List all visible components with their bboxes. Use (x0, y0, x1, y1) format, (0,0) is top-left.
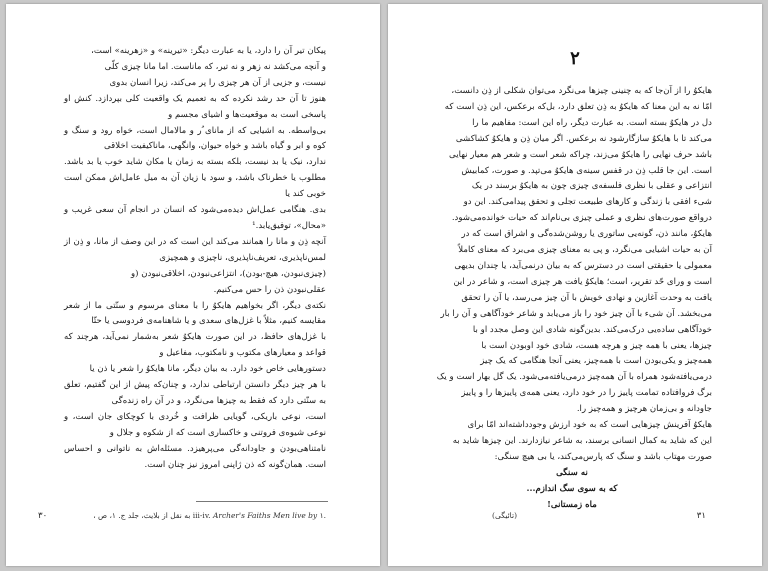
text-line: می‌کند تا با هایکوُ سازگارشود نه برعکس. اگر میان ذِن و هایکوُ کشاکشی (455, 133, 712, 144)
footnote-rule (196, 501, 328, 502)
text-line: آن به حیات اشیایی می‌نگرد، و پی به معنای چیزی می‌برد که معنای کاملاً (458, 245, 712, 256)
text-line: چیزها، یعنی با همه چیز و هرچه هست، شادی خود اوبودن است با (481, 340, 712, 351)
text-line: شیء افقی با زندگی و کارهای طبیعت تجلی و تحقق پیدامی‌کند. این دو (463, 197, 712, 208)
text-line: همه‌چیز و یکی‌بودن است با همه‌چیز، یعنی آنجا هنگامی که یک چیز (480, 356, 712, 367)
text-line: آنچه ذِن و مانا را همانند می‌کند این است که در این وصف از مانا، و ذِن از لمس‌ناپذیری، تعریف‌ناپذیری، ناچیزی و همچیزی (64, 236, 326, 263)
text-line: هایکوُ، مانند ذن، گونه‌یی ساتوری یا روشن‌شده‌گی و اشراق است که در (461, 229, 712, 240)
text-line: و آنچه می‌کشد نه زهر و نه تیر، که ماناست. اما مانا چیزی کلّی (104, 61, 326, 72)
right-page (388, 4, 762, 566)
text-line: صورت مهتاب باشد و سنگ که پارس‌می‌کند، یا بی هیچ سنگی: (494, 451, 712, 462)
poem-line: که به سوی سگ اندازم... (526, 483, 618, 494)
text-line: برگ فروافتاده تمامت پاییز را در خود دارد، یعنی همه‌ی پاییزها را و پاییز (461, 388, 712, 399)
left-page-body (64, 44, 326, 473)
text-line: این که شاید به کمال انسانی برسند، به شاعر نیازدارند. این چیزها شاید به (452, 435, 712, 446)
text-line: معمولی یا حقیقتی است در دسترس که به بیان درنمی‌آید، یا چندان بدیهی (454, 260, 712, 271)
left-page (6, 4, 380, 566)
text-line: نیست، و جزیی از آن هر چیزی را پر می‌کند، زیرا انسان بدوی (109, 77, 326, 88)
text-line: با غزل‌های حافظ، در این صورت هایکوُ شعر به‌شمار نمی‌آید، هرچند که قواعد و معیارهای مکتوب و نامکتوب، مفاعیل و (64, 332, 326, 359)
text-line: انتزاعی و عقلی با نظری فلسفه‌ی چیزی چون به هایکوُ برسند در یک (471, 181, 712, 192)
text-line: است و ورای حّد تقریر، است؛ هایکوُ یافت هر چیزی است، و شاعر در این (453, 276, 712, 287)
text-line: هایکوُ آفرینش چیزهایی است که به خود ارزش وجودداشته‌اند امّا برای (467, 420, 712, 431)
page-number-right: ۳۱ (696, 511, 706, 521)
text-line: نامتناهی‌بودن و جاودانه‌گی می‌پرهیزد. مسئله‌اش به ناتوانی و احساس است. همان‌گونه که ذن ژاپنی امروز نیز چنان است. (64, 443, 326, 470)
text-line: عقلی‌نبودن ذن را حس می‌کنیم. (213, 284, 326, 295)
right-page-body (432, 84, 712, 513)
poem-line: نه سنگی (556, 467, 588, 478)
footnote-title: Archer's Faiths Men live by (212, 511, 318, 520)
text-line: درمی‌یافته‌شود همراه با آن همه‌چیز درمی‌یافته‌می‌شود. یک گل بهار است و یک (436, 372, 712, 383)
text-line: یافت به وحدت آغازین و نهادی خویش با آن چیز می‌رسد، یا آن را تحقق (461, 292, 712, 303)
chapter-number: ۲ (570, 48, 580, 69)
text-line: است. این جا قلب ذِن در قفس سینه‌ی هایکوُ می‌تپد. و صورت، کمابیش (461, 165, 712, 176)
footnote-number: ۱. (319, 511, 326, 520)
text-line: خودآگاهی ساده‌یی درک‌می‌کند. بدین‌گونه شادی این وصل مجدد او با (472, 324, 712, 335)
footnote-rest: ، به نقل از بلایث، جلد ج. ۱، ص iii-iv. (93, 511, 211, 520)
text-line: دستورهایی خاص خود دارد. به بیان دیگر، مانا هایکوُ را شعر یا ذن یا (89, 364, 326, 375)
text-line: دل در هایکوُ بسته است. به عبارت دیگر، راه این است: مفاهیم ما را (472, 117, 712, 128)
text-line: هایکوُ را از آن‌جا که به چنینی چیزها می‌نگرد می‌توان شکلی از ذِن دانست، (451, 86, 712, 96)
footnote (76, 511, 326, 520)
text-line: (چیزی‌نبودن، هیچ-بودن)، انتزاعی‌نبودن، اخلاقی‌نبودن (و (131, 268, 326, 279)
text-line: باشد حرف نهایی را هایکوُ می‌زند، چراکه شعر است و شعر هم معیار نهایی (449, 149, 712, 160)
text-line: ندارد، نیک یا بد نیست، بلکه بسته به زمان یا مکان شاید خوب یا بد باشد. مطلوب یا خطرناک باشد، و سود یا زیان آن به میل عامل‌اش ممکن است خوبی کند یا (64, 157, 326, 200)
text-line: بدی. هنگامی عمل‌اش دیده‌می‌شود که انسان در انجام آن سعی غریب و «محال»، توفیق‌یابد.¹ (64, 205, 326, 231)
text-line: بی‌واسطه. به اشیایی که از مانای ُر و مالامال است، خواه رود و سنگ و کوه و ابر و گیاه باشد و خواه حیوان، وانگهی، ماناکیفیت اخلاقی (64, 125, 326, 152)
text-line: می‌بخشد. آن شیء با آن چیز خود را باز می‌یابد و شاعر خودآگاهی و آن را بار (440, 308, 712, 319)
text-line: امّا نه به این معنا که هایکوُ به ذِن تعلق دارد، بل‌که برعکس، این ذِن است که (444, 101, 712, 112)
text-line: جاودانه و بی‌زمان هرچیز و همه‌چیز را. (576, 404, 712, 415)
poem (432, 466, 712, 514)
text-line: درواقع صورت‌های نظری و عملی چیزی بی‌نام‌اند که حیات خوانده‌می‌شود. (451, 213, 712, 224)
page-number-left: ۳۰ (38, 511, 48, 521)
text-line: است، نوعی باریکی، گویایی ظرافت و خُردی با کوچکای جان است، و نوعی شیوه‌ی فروتنی و خاکساری است که از شکوه و جلال و (64, 411, 326, 438)
text-line: نکته‌ی دیگر، اگر بخواهیم هایکوُ را با معنای مرسوم و سنّتی ما از شعر مقایسه کنیم، مثلاً با غزل‌های سعدی و یا شاهنامه‌ی فردوسی یا حتّا (64, 300, 326, 327)
poem-attribution: (تائیگی) (492, 511, 517, 520)
right-page-paragraph (432, 84, 712, 466)
text-line: هنوز تا آن حد رشد نکرده که به تعمیم یک واقعیت کلی بپردازد. کنش او پاسخی است به موقعیت‌ها و اشیای مجسم و (64, 93, 326, 120)
text-line: پیکان تیر آن را دارد، یا به عبارت دیگر: «تیرینه» و «زهرینه» است، (91, 46, 326, 56)
text-line: با هر چیز دیگر دانستن ارتباطی ندارد، و چنان‌که پیش از این گفتیم، تعلق به سنّتی دارد که فقط به چیزها می‌نگرد، و در آن راه زنده‌گی (64, 380, 326, 406)
poem-line: ماه زمستانی! (547, 499, 597, 510)
